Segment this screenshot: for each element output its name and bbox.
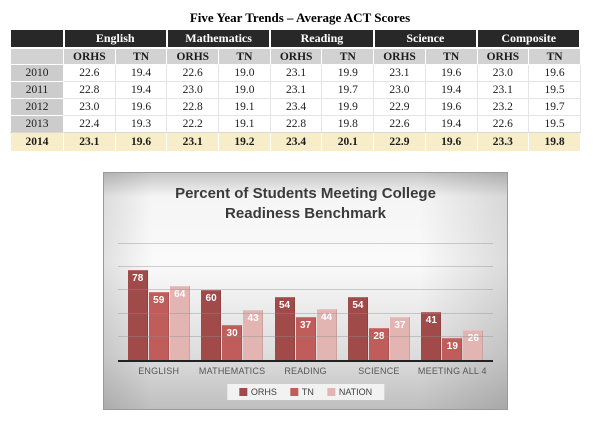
subheader-orhs: ORHS — [374, 48, 426, 65]
score-cell: 19.8 — [529, 133, 581, 152]
bar-group-reading — [269, 297, 342, 360]
table-row-2013 — [11, 116, 581, 133]
subheader-tn: TN — [219, 48, 271, 65]
bar-tn-mathematics — [222, 325, 242, 360]
bar-value-label: 41 — [425, 315, 437, 327]
category-label-mathematics: MATHEMATICS — [198, 366, 266, 376]
gridline-60 — [118, 289, 493, 290]
legend-swatch-nation — [327, 388, 335, 396]
act-scores-table — [10, 30, 581, 152]
legend-swatch-orhs — [239, 388, 247, 396]
bar-value-label: 26 — [467, 332, 479, 344]
score-cell: 22.8 — [270, 116, 322, 133]
group-header-mathematics: Mathematics — [167, 30, 270, 48]
subheader-tn: TN — [115, 48, 167, 65]
score-cell: 22.6 — [477, 116, 529, 133]
score-cell: 22.4 — [64, 116, 116, 133]
table-row-2014 — [11, 133, 581, 152]
bar-group-science — [342, 297, 415, 360]
category-label-english: ENGLISH — [138, 366, 180, 376]
score-cell: 19.7 — [529, 99, 581, 116]
year-cell: 2013 — [11, 116, 64, 133]
group-header-composite: Composite — [477, 30, 580, 48]
benchmark-chart — [103, 172, 508, 410]
chart-title-line2: Readiness Benchmark — [225, 204, 386, 222]
subheader-orhs: ORHS — [64, 48, 116, 65]
bar-tn-science — [369, 328, 389, 360]
bar-orhs-mathematics — [201, 290, 221, 360]
bar-orhs-english — [128, 270, 148, 360]
score-cell: 22.8 — [167, 99, 219, 116]
legend-label-tn: TN — [301, 387, 314, 397]
score-cell: 23.1 — [270, 65, 322, 82]
score-cell: 19.4 — [425, 82, 477, 99]
score-cell: 19.1 — [219, 99, 271, 116]
bar-value-label: 37 — [394, 320, 406, 332]
legend-item-tn — [290, 387, 314, 397]
legend-swatch-tn — [290, 388, 298, 396]
score-cell: 23.1 — [64, 133, 116, 152]
table-row-2010 — [11, 65, 581, 82]
document-title: Five Year Trends – Average ACT Scores — [189, 10, 411, 25]
score-cell: 19.6 — [425, 99, 477, 116]
bar-value-label: 43 — [247, 313, 259, 325]
gridline-100 — [118, 243, 493, 244]
chart-plot — [118, 244, 493, 362]
score-cell: 19.6 — [115, 99, 167, 116]
legend-label-orhs: ORHS — [250, 387, 277, 397]
score-cell: 22.9 — [374, 133, 426, 152]
bar-orhs-reading — [275, 297, 295, 360]
score-cell: 19.6 — [115, 133, 167, 152]
bar-orhs-science — [348, 297, 368, 360]
gridline-80 — [118, 266, 493, 267]
bar-groups — [118, 244, 493, 360]
bar-value-label: 60 — [205, 293, 217, 305]
subheader-blank-cell — [11, 48, 64, 65]
chart-title-line1: Percent of Students Meeting College — [175, 185, 436, 202]
year-cell: 2010 — [11, 65, 64, 82]
table-body — [11, 65, 581, 152]
score-cell: 19.4 — [115, 65, 167, 82]
bar-tn-reading — [296, 317, 316, 360]
chart-title — [104, 184, 507, 223]
group-header-reading: Reading — [270, 30, 373, 48]
score-cell: 23.4 — [270, 99, 322, 116]
chart-legend — [227, 384, 384, 400]
score-cell: 22.6 — [64, 65, 116, 82]
score-cell: 22.2 — [167, 116, 219, 133]
gridline-40 — [118, 313, 493, 314]
table-row-2012 — [11, 99, 581, 116]
score-cell: 23.1 — [477, 82, 529, 99]
category-label-meeting-all-4: MEETING ALL 4 — [417, 366, 487, 376]
legend-item-orhs — [239, 387, 277, 397]
bar-value-label: 44 — [320, 311, 333, 323]
score-cell: 23.0 — [64, 99, 116, 116]
score-cell: 19.1 — [219, 116, 271, 133]
category-label-reading: READING — [284, 366, 327, 376]
bar-tn-meeting-all-4 — [442, 338, 462, 360]
score-cell: 22.6 — [374, 116, 426, 133]
score-cell: 19.6 — [529, 65, 581, 82]
table-group-header-row — [11, 30, 581, 48]
score-cell: 23.1 — [374, 65, 426, 82]
score-cell: 19.5 — [529, 82, 581, 99]
score-cell: 23.0 — [167, 82, 219, 99]
score-cell: 19.9 — [322, 65, 374, 82]
legend-label-nation: NATION — [338, 387, 373, 397]
category-axis — [118, 366, 493, 376]
table-head — [11, 30, 581, 65]
bar-nation-science — [390, 317, 410, 360]
gridline-20 — [118, 336, 493, 337]
year-cell: 2011 — [11, 82, 64, 99]
score-cell: 23.2 — [477, 99, 529, 116]
group-header-english: English — [64, 30, 167, 48]
bar-group-mathematics — [195, 290, 268, 360]
subheader-orhs: ORHS — [167, 48, 219, 65]
bar-group-english — [122, 270, 195, 360]
subheader-orhs: ORHS — [477, 48, 529, 65]
score-cell: 23.0 — [374, 82, 426, 99]
score-cell: 22.6 — [167, 65, 219, 82]
score-cell: 23.1 — [270, 82, 322, 99]
bar-value-label: 59 — [153, 294, 165, 306]
year-cell: 2012 — [11, 99, 64, 116]
bar-value-label: 64 — [174, 288, 186, 300]
bar-nation-english — [170, 286, 190, 360]
bar-value-label: 37 — [299, 320, 312, 332]
bar-value-label: 54 — [352, 300, 364, 312]
table-subheader-row — [11, 48, 581, 65]
bar-value-label: 30 — [226, 328, 238, 340]
subheader-tn: TN — [425, 48, 477, 65]
subheader-tn: TN — [322, 48, 374, 65]
bar-value-label: 78 — [132, 272, 144, 284]
group-header-science: Science — [374, 30, 477, 48]
score-cell: 23.0 — [477, 65, 529, 82]
bar-value-label: 54 — [278, 300, 291, 312]
score-cell: 23.3 — [477, 133, 529, 152]
bar-nation-reading — [317, 309, 337, 360]
score-cell: 19.6 — [425, 133, 477, 152]
score-cell: 19.8 — [322, 116, 374, 133]
score-cell: 19.0 — [219, 65, 271, 82]
score-cell: 23.4 — [270, 133, 322, 152]
score-cell: 19.9 — [322, 99, 374, 116]
score-cell: 23.1 — [167, 133, 219, 152]
score-cell: 19.4 — [115, 82, 167, 99]
score-cell: 22.8 — [64, 82, 116, 99]
score-cell: 20.1 — [322, 133, 374, 152]
subheader-orhs: ORHS — [270, 48, 322, 65]
score-cell: 19.4 — [425, 116, 477, 133]
score-cell: 19.5 — [529, 116, 581, 133]
category-label-science: SCIENCE — [358, 366, 400, 376]
score-cell: 19.6 — [425, 65, 477, 82]
bar-nation-meeting-all-4 — [463, 330, 483, 360]
table-row-2011 — [11, 82, 581, 99]
score-cell: 22.9 — [374, 99, 426, 116]
score-cell: 19.0 — [219, 82, 271, 99]
subheader-tn: TN — [529, 48, 581, 65]
score-cell: 19.7 — [322, 82, 374, 99]
legend-item-nation — [327, 387, 372, 397]
score-cell: 19.3 — [115, 116, 167, 133]
bar-value-label: 28 — [373, 330, 385, 342]
year-cell: 2014 — [11, 133, 64, 152]
score-cell: 19.2 — [219, 133, 271, 152]
bar-value-label: 19 — [446, 340, 458, 352]
bar-tn-english — [149, 292, 169, 360]
table-corner-cell — [11, 30, 64, 48]
